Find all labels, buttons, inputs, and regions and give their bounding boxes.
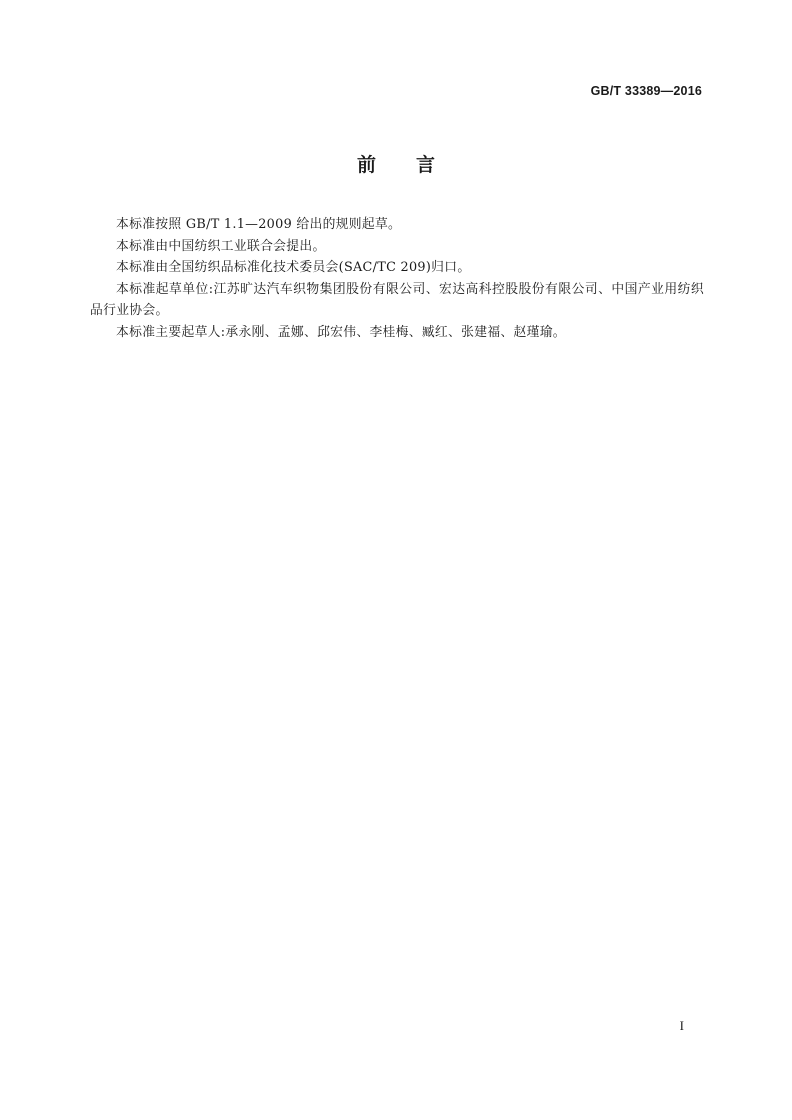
foreword-body [90, 214, 704, 343]
paragraph-drafting-organizations: 本标准起草单位:江苏旷达汽车织物集团股份有限公司、宏达高科控股股份有限公司、中国产业用纺织品行业协会。 [90, 281, 704, 318]
paragraph-drafting-rules: 本标准按照 GB/T 1.1—2009 给出的规则起草。 [116, 217, 402, 232]
page-number: I [679, 1018, 684, 1033]
paragraph-main-drafters: 本标准主要起草人:承永刚、孟娜、邱宏伟、李桂梅、臧红、张建福、赵瑾瑜。 [116, 324, 566, 340]
paragraph-technical-committee: 本标准由全国纺织品标准化技术委员会(SAC/TC 209)归口。 [116, 260, 471, 275]
paragraph-proposer: 本标准由中国纺织工业联合会提出。 [116, 238, 326, 254]
page-title: 前言 [356, 154, 475, 176]
standard-number: GB/T 33389—2016 [590, 84, 702, 98]
